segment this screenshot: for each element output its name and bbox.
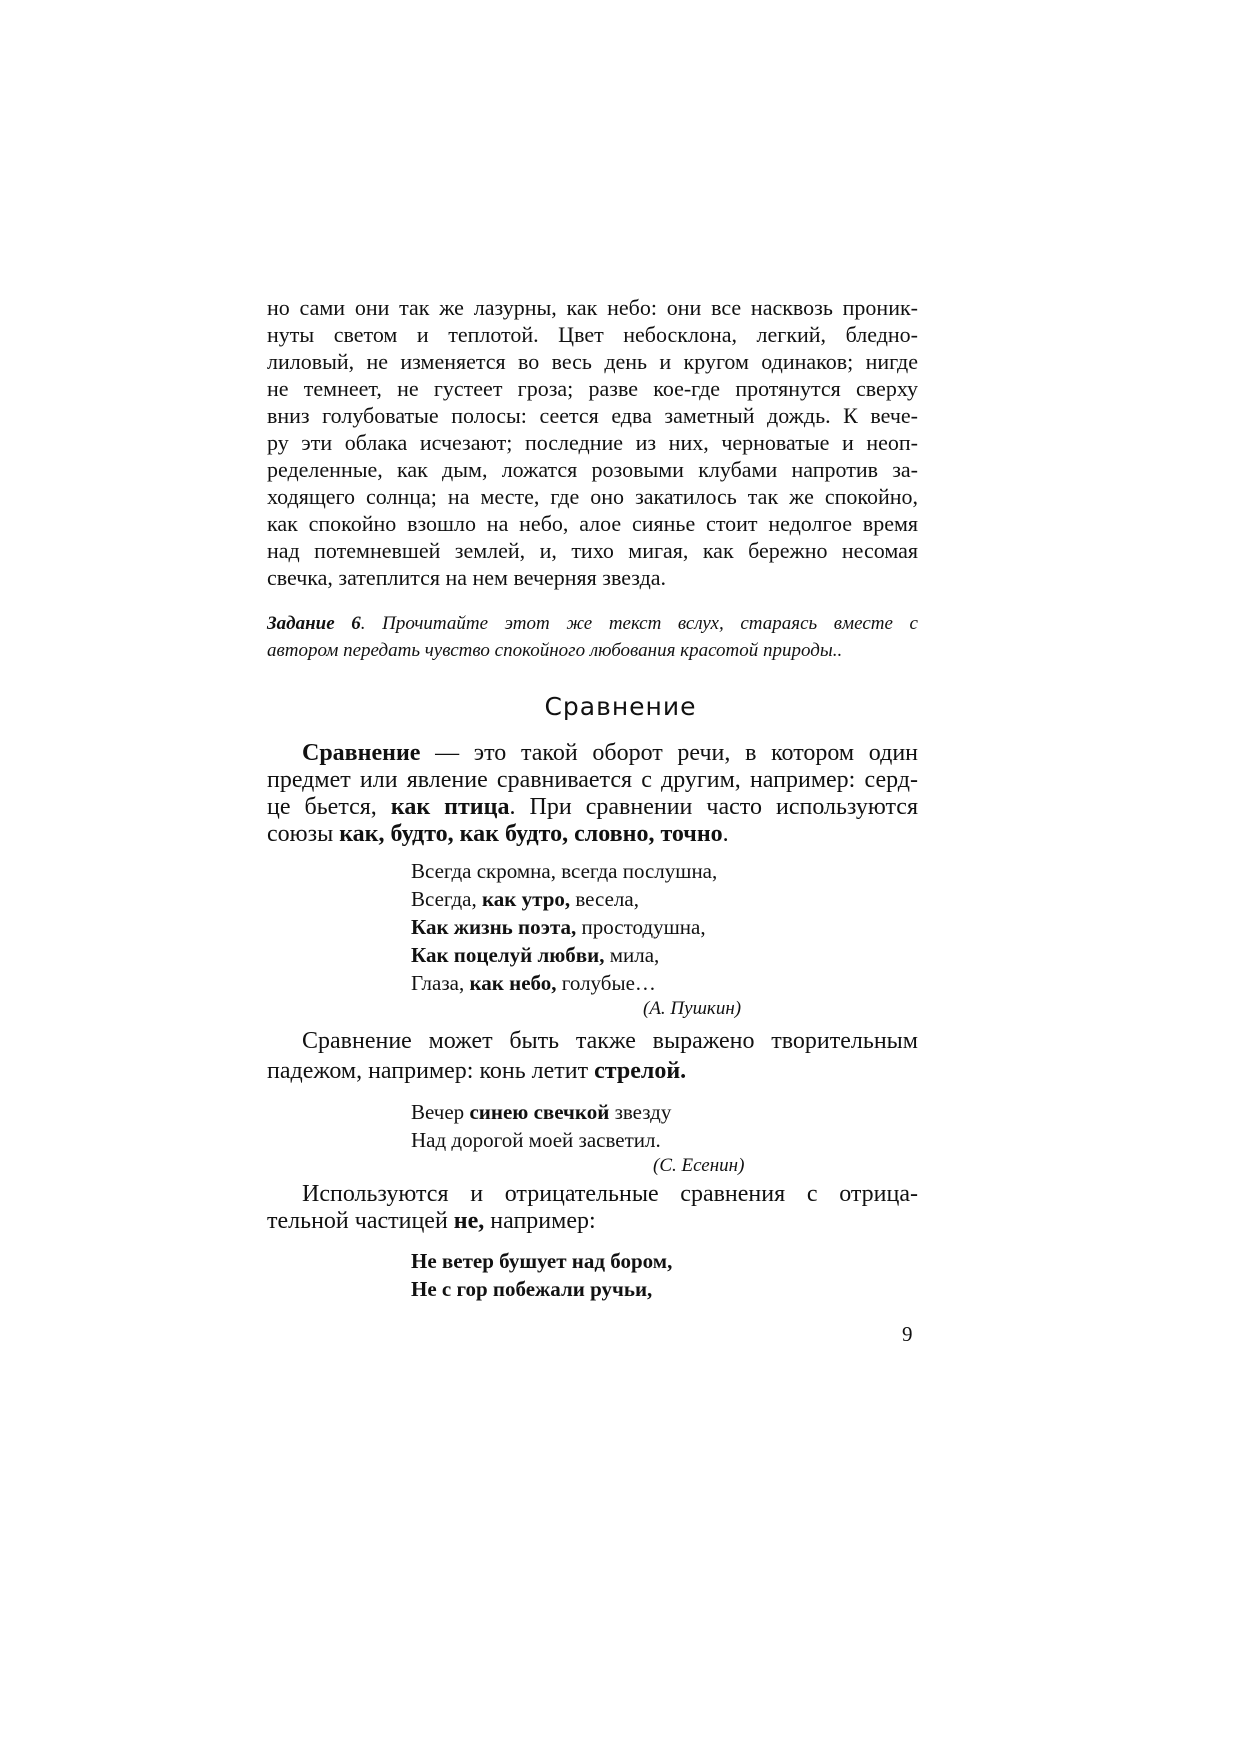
paragraph-text: например:: [484, 1208, 596, 1234]
attribution: (С. Есенин): [653, 1155, 745, 1176]
verse-line: [411, 887, 639, 912]
verse-bold: как утро,: [481, 887, 571, 911]
section-heading: Сравнение: [544, 692, 697, 721]
task-label: Задание 6: [267, 613, 361, 634]
verse-line: Всегда скромна, всегда послушна,: [411, 859, 718, 883]
paragraph-line: свечка, затеплится на нем вечерняя звезда.: [267, 565, 667, 590]
page-number: 9: [902, 1322, 913, 1346]
paragraph-line: не темнеет, не густеет гроза; разве кое-где протянутся сверху: [267, 376, 918, 401]
definition-line: [302, 740, 918, 767]
definition-line: [267, 821, 918, 848]
paragraph-line: ходящего солнца; на месте, где оно закатилось так же спокойно,: [267, 484, 918, 509]
example-bold: как птица: [390, 794, 510, 820]
task-line: автором передать чувство спокойного любования красотой природы..: [267, 640, 843, 661]
verse-line: Над дорогой моей засветил.: [411, 1128, 661, 1152]
conjunctions-bold: как, будто, как будто, словно, точно: [339, 821, 723, 847]
verse-line: [411, 971, 656, 996]
paragraph-line: как спокойно взошло на небо, алое сиянье стоит недолгое время: [267, 511, 918, 536]
verse-bold: как небо,: [469, 971, 557, 995]
verse-bold: синею свечкой: [469, 1100, 610, 1124]
definition-text: союзы: [267, 821, 340, 847]
verse-text: мила,: [604, 943, 660, 967]
verse-bold: Как жизнь поэта,: [411, 915, 577, 939]
verse-line: [411, 1100, 671, 1125]
paragraph-line: ру эти облака исчезают; последние из них, черноватые и неоп-: [267, 430, 918, 455]
definition-line: [267, 794, 918, 821]
verse-line: Не ветер бушует над бором,: [411, 1249, 673, 1273]
verse-text: весела,: [570, 887, 639, 911]
definition-text: це бьется,: [267, 794, 391, 820]
verse-text: звезду: [609, 1100, 672, 1124]
verse-text: Всегда,: [411, 887, 482, 911]
verse-text: Вечер: [411, 1100, 470, 1124]
paragraph-text: тельной частицей: [267, 1208, 454, 1234]
verse-line: [411, 943, 659, 968]
verse-line: [411, 915, 706, 940]
paragraph-line: [267, 1058, 918, 1085]
paragraph-line: но сами они так же лазурны, как небо: они все насквозь проник-: [267, 295, 918, 320]
term-bold: Сравнение: [302, 740, 421, 766]
paragraph-line: лиловый, не изменяется во весь день и кругом одинаков; нигде: [267, 349, 918, 374]
paragraph-text: падежом, например: конь летит: [267, 1058, 595, 1084]
example-bold: стрелой.: [594, 1058, 687, 1084]
verse-bold: Как поцелуй любви,: [411, 943, 605, 967]
verse-text: простодушна,: [576, 915, 706, 939]
example-bold: не,: [453, 1208, 485, 1234]
paragraph-line: нуты светом и теплотой. Цвет небосклона, легкий, бледно-: [267, 322, 918, 347]
verse-line: Не с гор побежали ручьи,: [411, 1277, 653, 1301]
definition-line: предмет или явление сравнивается с другим, например: серд-: [267, 767, 918, 793]
paragraph-line: [267, 1208, 918, 1235]
verse-text: Глаза,: [411, 971, 470, 995]
task-line: [267, 613, 918, 635]
paragraph-line: ределенные, как дым, ложатся розовыми клубами напротив за-: [267, 457, 918, 482]
attribution: (А. Пушкин): [643, 998, 742, 1019]
paragraph-line: Сравнение может быть также выражено творительным: [302, 1028, 918, 1054]
definition-text: — это такой оборот речи, в котором один: [420, 740, 918, 766]
verse-text: голубые…: [556, 971, 656, 995]
definition-text: . При сравнении часто используются: [509, 794, 918, 820]
paragraph-line: вниз голубоватые полосы: сеется едва заметный дождь. К вече-: [267, 403, 918, 428]
paragraph-line: Используются и отрицательные сравнения с отрица-: [302, 1181, 918, 1207]
definition-text: .: [722, 821, 729, 847]
task-text: . Прочитайте этот же текст вслух, стараясь вместе с: [360, 613, 918, 634]
paragraph-line: над потемневшей землей, и, тихо мигая, как бережно несомая: [267, 538, 918, 563]
